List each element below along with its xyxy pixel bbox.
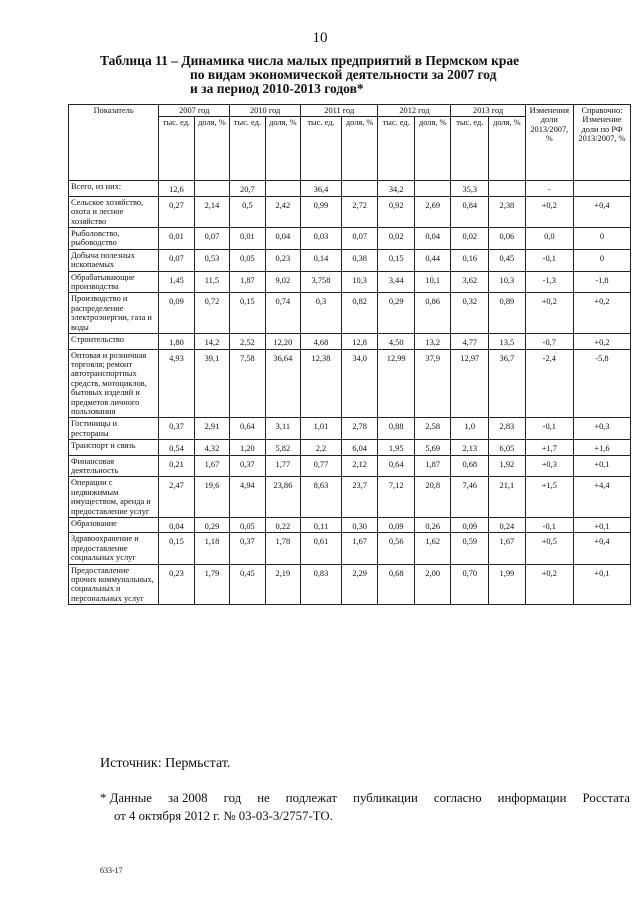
- table-row: [69, 564, 631, 605]
- table-row: [69, 181, 631, 196]
- row-value: 1,95: [378, 440, 415, 455]
- row-value: [573, 181, 630, 196]
- row-value: 12,38: [301, 349, 342, 418]
- row-value: 0,32: [451, 293, 489, 334]
- row-value: -5,8: [573, 349, 630, 418]
- row-label: Предоставление прочих коммунальных, социальных и персональных услуг: [69, 564, 159, 605]
- row-value: 7,12: [378, 477, 415, 518]
- table-row: [69, 477, 631, 518]
- footnote-word: Росстата: [582, 791, 630, 805]
- row-value: 0,24: [489, 518, 526, 533]
- row-value: 0,30: [341, 518, 378, 533]
- table-row: [69, 249, 631, 271]
- row-value: 2,14: [194, 196, 229, 227]
- row-value: 0,26: [414, 518, 451, 533]
- row-value: 0,83: [301, 564, 342, 605]
- table-row: [69, 196, 631, 227]
- row-value: 0,07: [159, 249, 194, 271]
- header-count: тыс. ед.: [230, 117, 265, 181]
- row-value: 12,8: [341, 334, 378, 349]
- row-value: 0,22: [265, 518, 300, 533]
- row-value: 0,44: [414, 249, 451, 271]
- row-value: [265, 181, 300, 196]
- row-value: 13,2: [414, 334, 451, 349]
- row-value: 13,5: [489, 334, 526, 349]
- row-value: 1,87: [414, 455, 451, 477]
- row-label: Образование: [69, 518, 159, 533]
- row-value: +0,1: [573, 455, 630, 477]
- row-value: 0,07: [341, 228, 378, 250]
- table-row: [69, 455, 631, 477]
- row-value: 36,7: [489, 349, 526, 418]
- row-value: +0,1: [573, 564, 630, 605]
- small-enterprises-table: [68, 104, 631, 605]
- row-value: 23,86: [265, 477, 300, 518]
- row-value: 37,9: [414, 349, 451, 418]
- row-value: 21,1: [489, 477, 526, 518]
- row-value: 0,03: [301, 228, 342, 250]
- table-row: [69, 418, 631, 440]
- row-label: Добыча полезных ископаемых: [69, 249, 159, 271]
- row-value: 1,0: [451, 418, 489, 440]
- row-value: 10,3: [341, 271, 378, 293]
- row-label: Оптовая и розничная торговля; ремонт автотранспортных средств, мотоциклов, бытовых изделий и предметов личного пользования: [69, 349, 159, 418]
- row-value: 14,2: [194, 334, 229, 349]
- row-value: 0,61: [301, 533, 342, 564]
- header-indicator: Показатель: [69, 105, 159, 181]
- row-value: +0,4: [573, 533, 630, 564]
- table-title-line1: Таблица 11 – Динамика числа малых предприятий в Пермском крае: [100, 53, 520, 68]
- row-value: 2,12: [341, 455, 378, 477]
- row-value: -0,1: [525, 418, 573, 440]
- row-value: 0,07: [194, 228, 229, 250]
- row-value: +0,4: [573, 196, 630, 227]
- row-value: 2,91: [194, 418, 229, 440]
- row-value: 39,1: [194, 349, 229, 418]
- header-year: 2013 год: [451, 105, 525, 117]
- row-value: 23,7: [341, 477, 378, 518]
- row-value: 2,42: [265, 196, 300, 227]
- table-row: [69, 440, 631, 455]
- row-value: 0,53: [194, 249, 229, 271]
- row-value: -: [525, 181, 573, 196]
- row-value: 0,64: [378, 455, 415, 477]
- row-value: 1,20: [230, 440, 265, 455]
- row-label: Финансовая деятельность: [69, 455, 159, 477]
- row-value: 0,02: [378, 228, 415, 250]
- row-value: -0,7: [525, 334, 573, 349]
- row-value: 34,0: [341, 349, 378, 418]
- row-value: 1,62: [414, 533, 451, 564]
- table-row: [69, 228, 631, 250]
- document-code: 633-17: [100, 866, 123, 875]
- row-value: 0,14: [301, 249, 342, 271]
- row-value: 0,37: [230, 533, 265, 564]
- row-value: +0,1: [573, 518, 630, 533]
- table-row: [69, 518, 631, 533]
- row-value: [194, 181, 229, 196]
- row-value: 8,63: [301, 477, 342, 518]
- row-label: Гостиницы и рестораны: [69, 418, 159, 440]
- row-value: 1,79: [194, 564, 229, 605]
- row-value: 0,09: [451, 518, 489, 533]
- row-value: 20,7: [230, 181, 265, 196]
- footnote-word: публикации: [353, 791, 418, 805]
- row-value: 0,23: [265, 249, 300, 271]
- row-value: +1,5: [525, 477, 573, 518]
- row-value: 2,13: [451, 440, 489, 455]
- row-value: 4,94: [230, 477, 265, 518]
- footnote-word: согласно: [433, 791, 482, 805]
- table-title: [100, 54, 600, 96]
- header-count: тыс. ед.: [159, 117, 194, 181]
- table-title-line3: и за период 2010-2013 годов*: [190, 81, 364, 96]
- row-value: 1,01: [301, 418, 342, 440]
- row-value: 36,4: [301, 181, 342, 196]
- row-value: 1,92: [489, 455, 526, 477]
- row-value: 4,50: [378, 334, 415, 349]
- row-value: 0,23: [159, 564, 194, 605]
- footnote: [100, 789, 630, 825]
- table-row: [69, 293, 631, 334]
- row-value: 0,04: [159, 518, 194, 533]
- footnote-line2: от 4 октября 2012 г. № 03-03-3/2757-ТО.: [114, 809, 333, 823]
- row-value: 9,02: [265, 271, 300, 293]
- header-year: 2010 год: [230, 105, 301, 117]
- page-number: 10: [312, 30, 328, 46]
- row-value: 12,6: [159, 181, 194, 196]
- row-value: 4,93: [159, 349, 194, 418]
- row-label: Здравоохранение и предоставление социальных услуг: [69, 533, 159, 564]
- row-label: Обрабатывающие производства: [69, 271, 159, 293]
- row-value: 1,18: [194, 533, 229, 564]
- header-change: Изменения доли 2013/2007, %: [525, 105, 573, 181]
- row-value: +0,3: [573, 418, 630, 440]
- row-value: 34,2: [378, 181, 415, 196]
- row-value: 0,37: [159, 418, 194, 440]
- table-row: [69, 334, 631, 349]
- row-label: Рыболовство, рыбоводство: [69, 228, 159, 250]
- row-value: 2,72: [341, 196, 378, 227]
- row-value: 0,01: [230, 228, 265, 250]
- row-value: +0,2: [525, 196, 573, 227]
- row-value: 0,88: [378, 418, 415, 440]
- row-value: +0,2: [525, 564, 573, 605]
- row-value: 12,99: [378, 349, 415, 418]
- row-value: 0,77: [301, 455, 342, 477]
- row-value: 5,82: [265, 440, 300, 455]
- row-value: 2,00: [414, 564, 451, 605]
- row-value: 2,29: [341, 564, 378, 605]
- row-value: +0,2: [573, 293, 630, 334]
- row-value: 0,74: [265, 293, 300, 334]
- header-share: доля, %: [194, 117, 229, 181]
- row-value: 7,58: [230, 349, 265, 418]
- row-value: 1,67: [341, 533, 378, 564]
- table-title-line2: по видам экономической деятельности за 2007 год: [190, 67, 497, 82]
- row-value: 0,16: [451, 249, 489, 271]
- row-value: 2,52: [230, 334, 265, 349]
- row-value: 1,80: [159, 334, 194, 349]
- row-value: -0,1: [525, 249, 573, 271]
- table-body: [69, 181, 631, 605]
- row-value: [341, 181, 378, 196]
- row-value: 0,09: [378, 518, 415, 533]
- row-value: 0,02: [451, 228, 489, 250]
- row-value: +0,2: [573, 334, 630, 349]
- row-value: 3,758: [301, 271, 342, 293]
- row-value: -1,8: [573, 271, 630, 293]
- header-count: тыс. ед.: [451, 117, 489, 181]
- table-row: [69, 271, 631, 293]
- row-value: 0,68: [451, 455, 489, 477]
- row-value: 1,77: [265, 455, 300, 477]
- row-value: 0,04: [414, 228, 451, 250]
- row-value: +1,6: [573, 440, 630, 455]
- row-value: -2,4: [525, 349, 573, 418]
- row-value: 0,54: [159, 440, 194, 455]
- row-value: 0,5: [230, 196, 265, 227]
- row-value: 10,3: [489, 271, 526, 293]
- row-value: 0,59: [451, 533, 489, 564]
- row-value: 0,84: [451, 196, 489, 227]
- row-value: 0,56: [378, 533, 415, 564]
- footnote-line1: [100, 789, 630, 807]
- row-value: 4,68: [301, 334, 342, 349]
- row-value: 0,05: [230, 249, 265, 271]
- table-header-row-years: [69, 105, 631, 117]
- row-value: 7,46: [451, 477, 489, 518]
- row-value: 2,69: [414, 196, 451, 227]
- row-value: 2,78: [341, 418, 378, 440]
- row-value: 3,44: [378, 271, 415, 293]
- row-value: 3,62: [451, 271, 489, 293]
- row-value: 19,6: [194, 477, 229, 518]
- row-value: 2,47: [159, 477, 194, 518]
- row-value: 0: [573, 228, 630, 250]
- row-value: [414, 181, 451, 196]
- row-value: 2,2: [301, 440, 342, 455]
- row-value: 1,78: [265, 533, 300, 564]
- row-value: 6,05: [489, 440, 526, 455]
- row-value: 35,3: [451, 181, 489, 196]
- row-value: +4,4: [573, 477, 630, 518]
- footnote-word: информации: [497, 791, 567, 805]
- row-value: 0,45: [230, 564, 265, 605]
- row-value: 0,09: [159, 293, 194, 334]
- footnote-word: не: [257, 791, 270, 805]
- table-row: [69, 533, 631, 564]
- row-value: 12,97: [451, 349, 489, 418]
- row-value: 2,38: [489, 196, 526, 227]
- source-note: Источник: Пермьстат.: [100, 756, 231, 771]
- header-share: доля, %: [414, 117, 451, 181]
- row-value: 0,04: [265, 228, 300, 250]
- header-count: тыс. ед.: [378, 117, 415, 181]
- header-reference: Справочно: Изменение доли по РФ 2013/2007, %: [573, 105, 630, 181]
- row-value: 3,11: [265, 418, 300, 440]
- row-value: 0,21: [159, 455, 194, 477]
- row-value: 0,3: [301, 293, 342, 334]
- row-value: 1,87: [230, 271, 265, 293]
- row-value: 0,29: [194, 518, 229, 533]
- row-value: 0,45: [489, 249, 526, 271]
- row-value: 2,19: [265, 564, 300, 605]
- row-value: 2,58: [414, 418, 451, 440]
- row-value: +1,7: [525, 440, 573, 455]
- row-value: -1,3: [525, 271, 573, 293]
- footnote-word: подлежат: [285, 791, 338, 805]
- row-value: 1,99: [489, 564, 526, 605]
- row-value: 0,99: [301, 196, 342, 227]
- header-year: 2011 год: [301, 105, 378, 117]
- row-value: 0,15: [378, 249, 415, 271]
- footnote-word: за 2008: [168, 791, 208, 805]
- row-value: 0,89: [489, 293, 526, 334]
- row-value: 0,01: [159, 228, 194, 250]
- row-label: Всего, из них:: [69, 181, 159, 196]
- row-value: +0,2: [525, 293, 573, 334]
- row-value: +0,5: [525, 533, 573, 564]
- row-label: Транспорт и связь: [69, 440, 159, 455]
- row-value: 4,77: [451, 334, 489, 349]
- row-value: 0,86: [414, 293, 451, 334]
- row-value: 2,83: [489, 418, 526, 440]
- row-value: 1,67: [194, 455, 229, 477]
- header-share: доля, %: [489, 117, 526, 181]
- row-value: 1,67: [489, 533, 526, 564]
- header-share: доля, %: [341, 117, 378, 181]
- row-value: 0,11: [301, 518, 342, 533]
- row-value: 0,72: [194, 293, 229, 334]
- row-value: 0,29: [378, 293, 415, 334]
- row-value: 0,0: [525, 228, 573, 250]
- row-value: 11,5: [194, 271, 229, 293]
- row-value: 6,04: [341, 440, 378, 455]
- header-year: 2012 год: [378, 105, 451, 117]
- row-value: 0,15: [230, 293, 265, 334]
- row-value: 4,32: [194, 440, 229, 455]
- row-value: 0,64: [230, 418, 265, 440]
- row-value: 1,45: [159, 271, 194, 293]
- row-value: [489, 181, 526, 196]
- row-label: Операции с недвижимым имуществом, аренда и предоставление услуг: [69, 477, 159, 518]
- row-value: 0,37: [230, 455, 265, 477]
- row-value: 12,20: [265, 334, 300, 349]
- row-value: 0,27: [159, 196, 194, 227]
- row-value: -0,1: [525, 518, 573, 533]
- header-count: тыс. ед.: [301, 117, 342, 181]
- row-label: Производство и распределение электроэнергии, газа и воды: [69, 293, 159, 334]
- row-label: Строительство: [69, 334, 159, 349]
- row-value: 0,05: [230, 518, 265, 533]
- row-value: 0,06: [489, 228, 526, 250]
- header-year: 2007 год: [159, 105, 230, 117]
- row-value: 20,8: [414, 477, 451, 518]
- footnote-word: год: [223, 791, 242, 805]
- footnote-word: * Данные: [100, 791, 152, 805]
- row-value: 0,15: [159, 533, 194, 564]
- row-label: Сельское хозяйство, охота и лесное хозяйство: [69, 196, 159, 227]
- row-value: 0,92: [378, 196, 415, 227]
- row-value: 0,38: [341, 249, 378, 271]
- row-value: 0,70: [451, 564, 489, 605]
- row-value: 5,69: [414, 440, 451, 455]
- row-value: 10,1: [414, 271, 451, 293]
- table-row: [69, 349, 631, 418]
- header-share: доля, %: [265, 117, 300, 181]
- row-value: 0: [573, 249, 630, 271]
- row-value: 0,82: [341, 293, 378, 334]
- row-value: +0,3: [525, 455, 573, 477]
- row-value: 0,68: [378, 564, 415, 605]
- row-value: 36,64: [265, 349, 300, 418]
